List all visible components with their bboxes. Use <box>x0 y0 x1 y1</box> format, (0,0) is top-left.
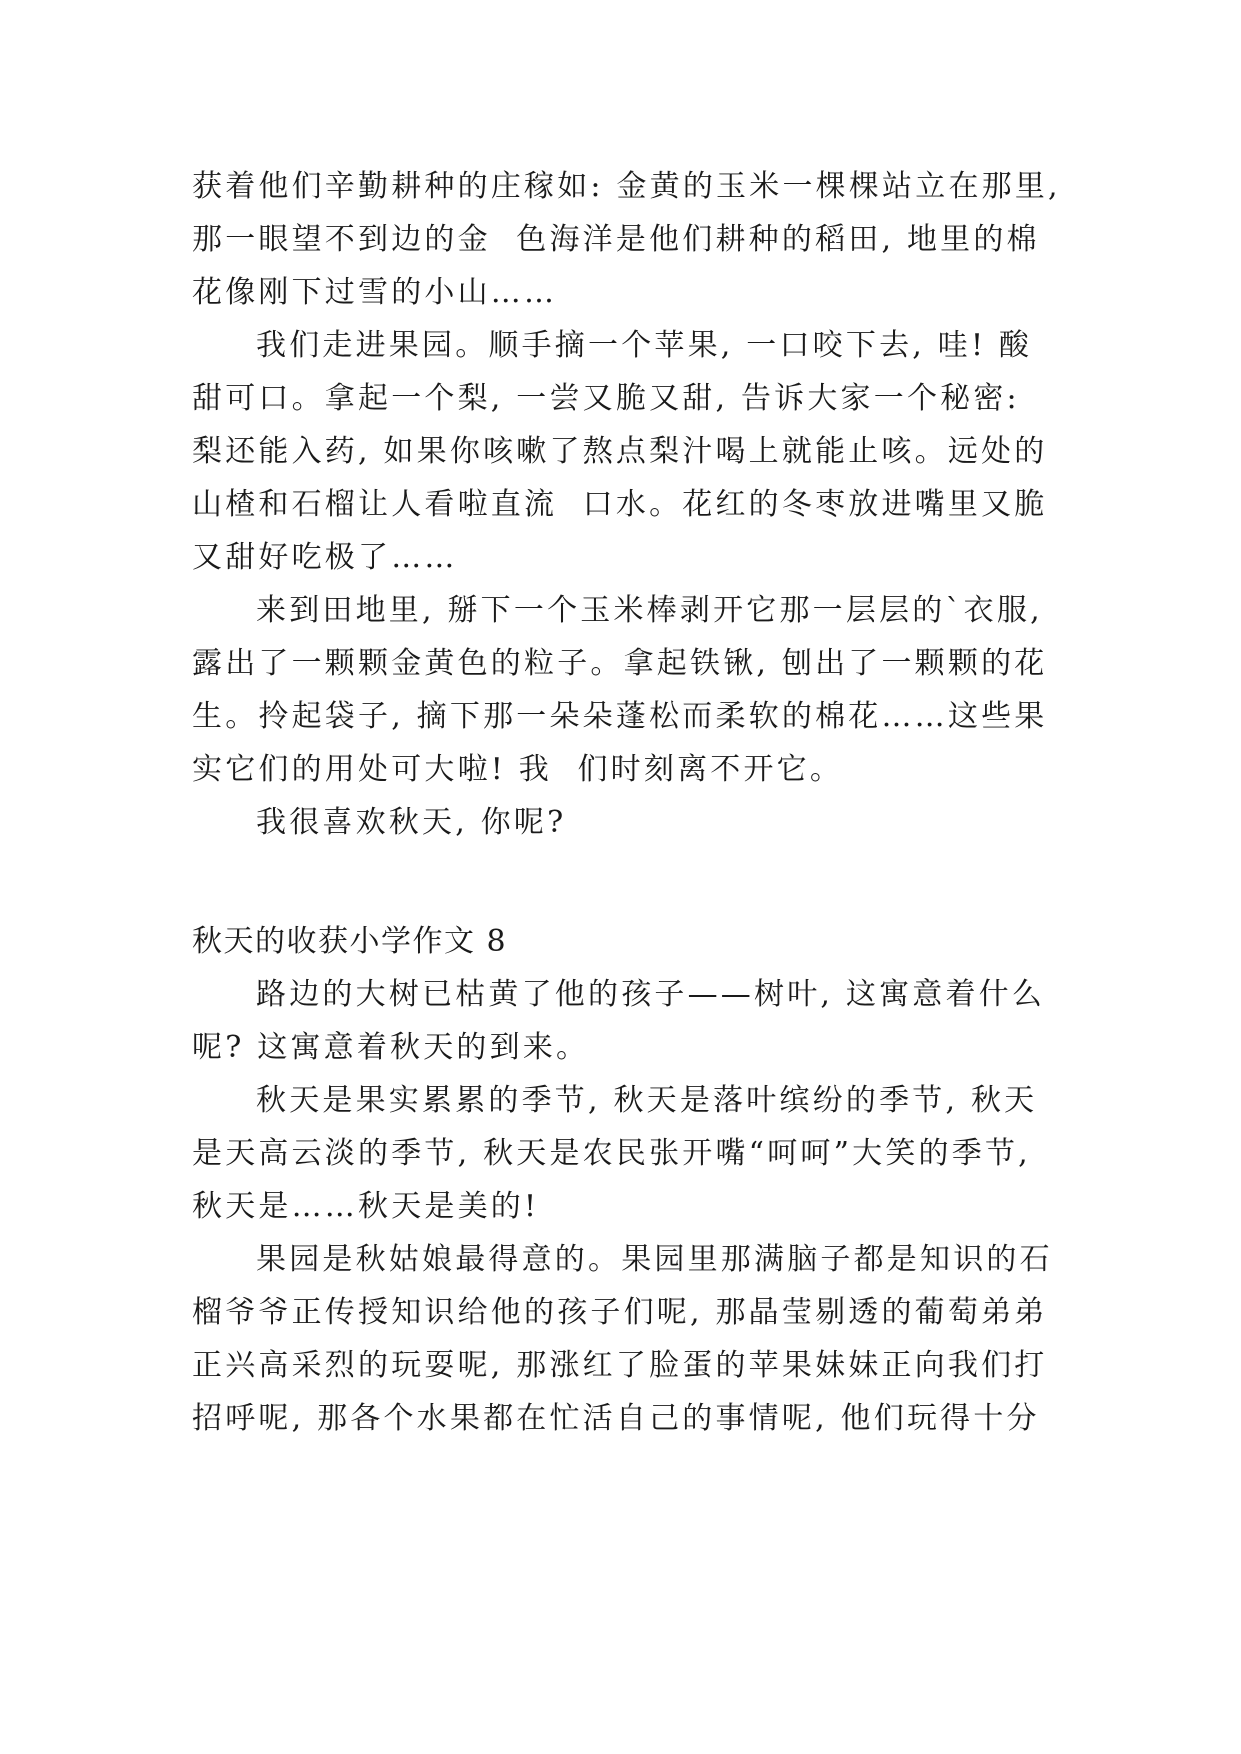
section-title: 秋天的收获小学作文 8 <box>192 924 508 959</box>
paragraph <box>192 319 1092 584</box>
paragraph <box>192 1074 1092 1233</box>
text-line: 路边的大树已枯黄了他的孩子——树叶, 这寓意着什么 <box>256 977 1046 1012</box>
section-gap <box>192 849 1092 915</box>
text-line: 秋天是……秋天是美的! <box>192 1189 540 1224</box>
text-line: 秋天是果实累累的季节, 秋天是落叶缤纷的季节, 秋天 <box>256 1083 1038 1118</box>
paragraph <box>192 1233 1092 1445</box>
paragraph <box>192 160 1092 319</box>
text-line: 梨还能入药, 如果你咳嗽了熬点梨汁喝上就能止咳。远处的 <box>192 434 1048 469</box>
text-line: 我很喜欢秋天, 你呢? <box>256 805 567 840</box>
paragraph <box>192 968 1092 1074</box>
paragraph <box>192 796 1092 849</box>
text-line: 果园是秋姑娘最得意的。果园里那满脑子都是知识的石 <box>256 1242 1053 1277</box>
text-line: 正兴高采烈的玩耍呢, 那涨红了脸蛋的苹果妹妹正向我们打 <box>192 1348 1048 1383</box>
text-line: 榴爷爷正传授知识给他的孩子们呢, 那晶莹剔透的葡萄弟弟 <box>192 1295 1048 1330</box>
text-line: 甜可口。拿起一个梨, 一尝又脆又甜, 告诉大家一个秘密: <box>192 381 1020 416</box>
document-page <box>192 160 1092 1445</box>
text-line: 花像刚下过雪的小山…… <box>192 275 558 310</box>
text-line: 那一眼望不到边的金 色海洋是他们耕种的稻田, 地里的棉 <box>192 222 1040 257</box>
text-line: 是天高云淡的季节, 秋天是农民张开嘴“呵呵”大笑的季节, <box>192 1136 1031 1171</box>
paragraph <box>192 584 1092 796</box>
text-line: 获着他们辛勤耕种的庄稼如: 金黄的玉米一棵棵站立在那里, <box>192 169 1061 204</box>
text-line: 山楂和石榴让人看啦直流 口水。花红的冬枣放进嘴里又脆 <box>192 487 1048 522</box>
text-line: 招呼呢, 那各个水果都在忙活自己的事情呢, 他们玩得十分 <box>192 1401 1040 1436</box>
text-line: 来到田地里, 掰下一个玉米棒剥开它那一层层的`衣服, <box>256 593 1043 628</box>
text-line: 露出了一颗颗金黄色的粒子。拿起铁锹, 刨出了一颗颗的花 <box>192 646 1048 681</box>
text-line: 我们走进果园。顺手摘一个苹果, 一口咬下去, 哇! 酸 <box>256 328 1033 363</box>
text-line: 呢? 这寓意着秋天的到来。 <box>192 1030 590 1065</box>
text-line: 又甜好吃极了…… <box>192 540 458 575</box>
text-line: 生。拎起袋子, 摘下那一朵朵蓬松而柔软的棉花……这些果 <box>192 699 1048 734</box>
text-line: 实它们的用处可大啦! 我 们时刻离不开它。 <box>192 752 844 787</box>
